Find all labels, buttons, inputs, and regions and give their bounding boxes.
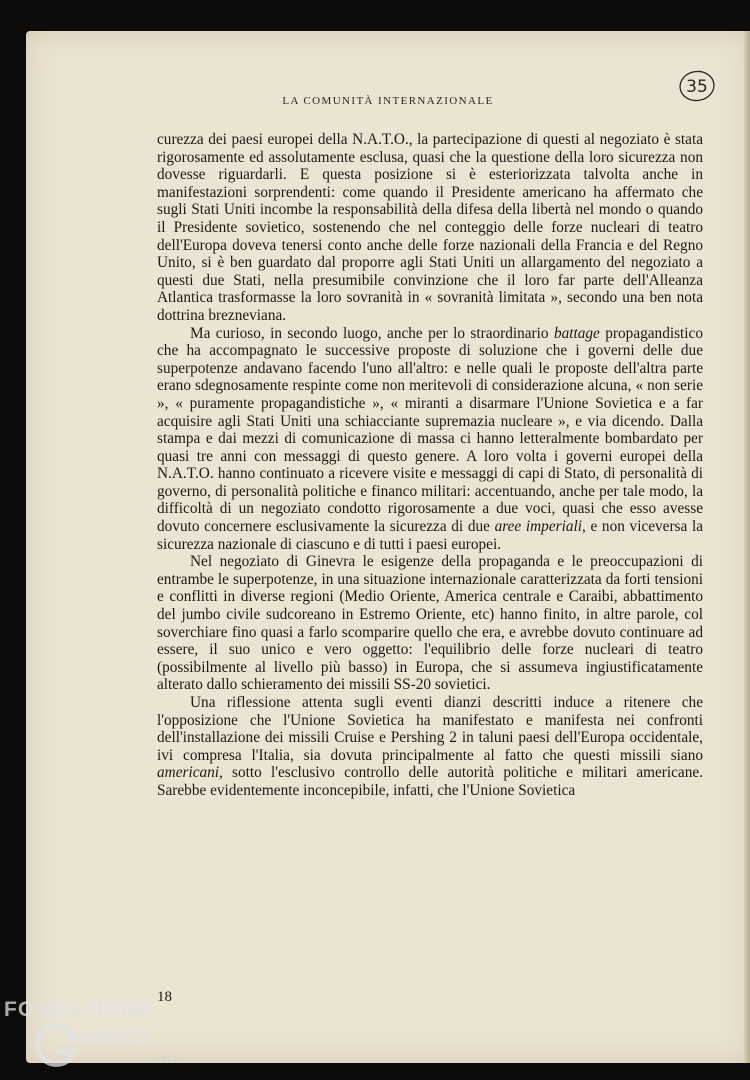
paragraph-1: curezza dei paesi europei della N.A.T.O., la partecipazione di questi al negoziato è stata rigorosamente ed assolutamente esclusa, quasi che la questione della loro sicurezza non dovesse riguardarli. E questa posizione si è esteriorizzata talvolta anche in manifestazioni sorprendenti: come quando il Presidente americano ha affermato che sugli Stati Uniti incombe la responsabilità della difesa della libertà nel mondo o quando il Presidente sovietico, sostenendo che nel conteggio delle forze nucleari di teatro dell'Europa doveva tenersi conto anche delle forze nazionali della Francia e del Regno Unito, si è ben guardato dal proporre agli Stati Uniti un allargamento del negoziato a questi due Stati, nella presumibile convinzione che il loro far parte dell'Alleanza Atlantica trasformasse la loro sovranità in « sovranità limitata », secondo una ben nota dottrina brezneviana. [157, 131, 703, 324]
emphasis-battage: battage [553, 324, 600, 342]
paragraph-2: Ma curioso, in secondo luogo, anche per lo straordinario battage propagandistico che ha accompagnato le successive proposte di soluzione che i governi delle due superpotenze andavano facendo l'uno all'altro: e nelle quali le proposte dell'altra parte erano sdegnosamente respinte come non meritevoli di considerazione alcuna, « non serie », « puramente propagandistiche », « miranti a disarmare l'Unione Sovietica e a far acquisire agli Stati Uniti una schiacciante supremazia nucleare », e via dicendo. Dalla stampa e dai mezzi di comunicazione di massa ci hanno letteralmente bombardato per quasi tre anni con messaggi di questo genere. A loro volta i governi europei della N.A.T.O. hanno continuato a ricevere visite e messaggi di capi di Stato, di personalità di governo, di personalità politiche e financo militari: accentuando, anche per tale modo, la difficoltà di un negoziato condotto rigorosamente a due voci, quasi che esso avesse dovuto concernere esclusivamente la sicurezza di due aree imperiali, e non viceversa la sicurezza nazionale di ciascuno e di tutti i paesi europei. [157, 324, 703, 553]
document-page [26, 31, 750, 1063]
fondazione-gramsci-watermark [4, 998, 204, 1078]
emphasis-americani: americani [157, 764, 220, 782]
watermark-line1: FONDAZIONE [4, 998, 153, 1021]
page-edge [744, 31, 750, 1063]
page-number: 18 [157, 989, 172, 1005]
watermark-line2: RAMSCI [64, 1027, 153, 1050]
watermark-suffix: ONLUS [154, 1054, 187, 1063]
handwritten-page-number [678, 69, 716, 103]
body-text [157, 131, 703, 800]
emphasis-aree-imperiali: aree imperiali [494, 518, 582, 536]
paragraph-3: Nel negoziato di Ginevra le esigenze della propaganda e le preoccupazioni di entrambe le superpotenze, in una situazione internazionale caratterizzata da forti tensioni e conflitti in diverse regioni (Medio Oriente, America centrale e Caraibi, abbattimento del jumbo civile sudcoreano in Estremo Oriente, etc) hanno finito, in altre parole, col soverchiare fino quasi a farlo scomparire quello che era, e avrebbe dovuto continuare ad essere, il suo unico e vero oggetto: l'equilibrio delle forze nucleari di teatro (possibilmente al livello più basso) in Europa, che si assumeva ingiustificatamente alterato dallo schieramento dei missili SS-20 sovietici. [157, 553, 703, 694]
running-head: LA COMUNITÀ INTERNAZIONALE [282, 95, 494, 107]
paragraph-4: Una riflessione attenta sugli eventi dianzi descritti induce a ritenere che l'opposizione che l'Unione Sovietica ha manifestato e manifesta nei confronti dell'installazione dei missili Cruise e Pershing 2 in taluni paesi dell'Europa occidentale, ivi compresa l'Italia, sia dovuta principalmente al fatto che questi missili siano americani, sotto l'esclusivo controllo delle autorità politiche e militari americane. Sarebbe evidentemente inconcepibile, infatti, che l'Unione Sovietica [157, 694, 703, 799]
svg-text:35: 35 [686, 77, 708, 97]
